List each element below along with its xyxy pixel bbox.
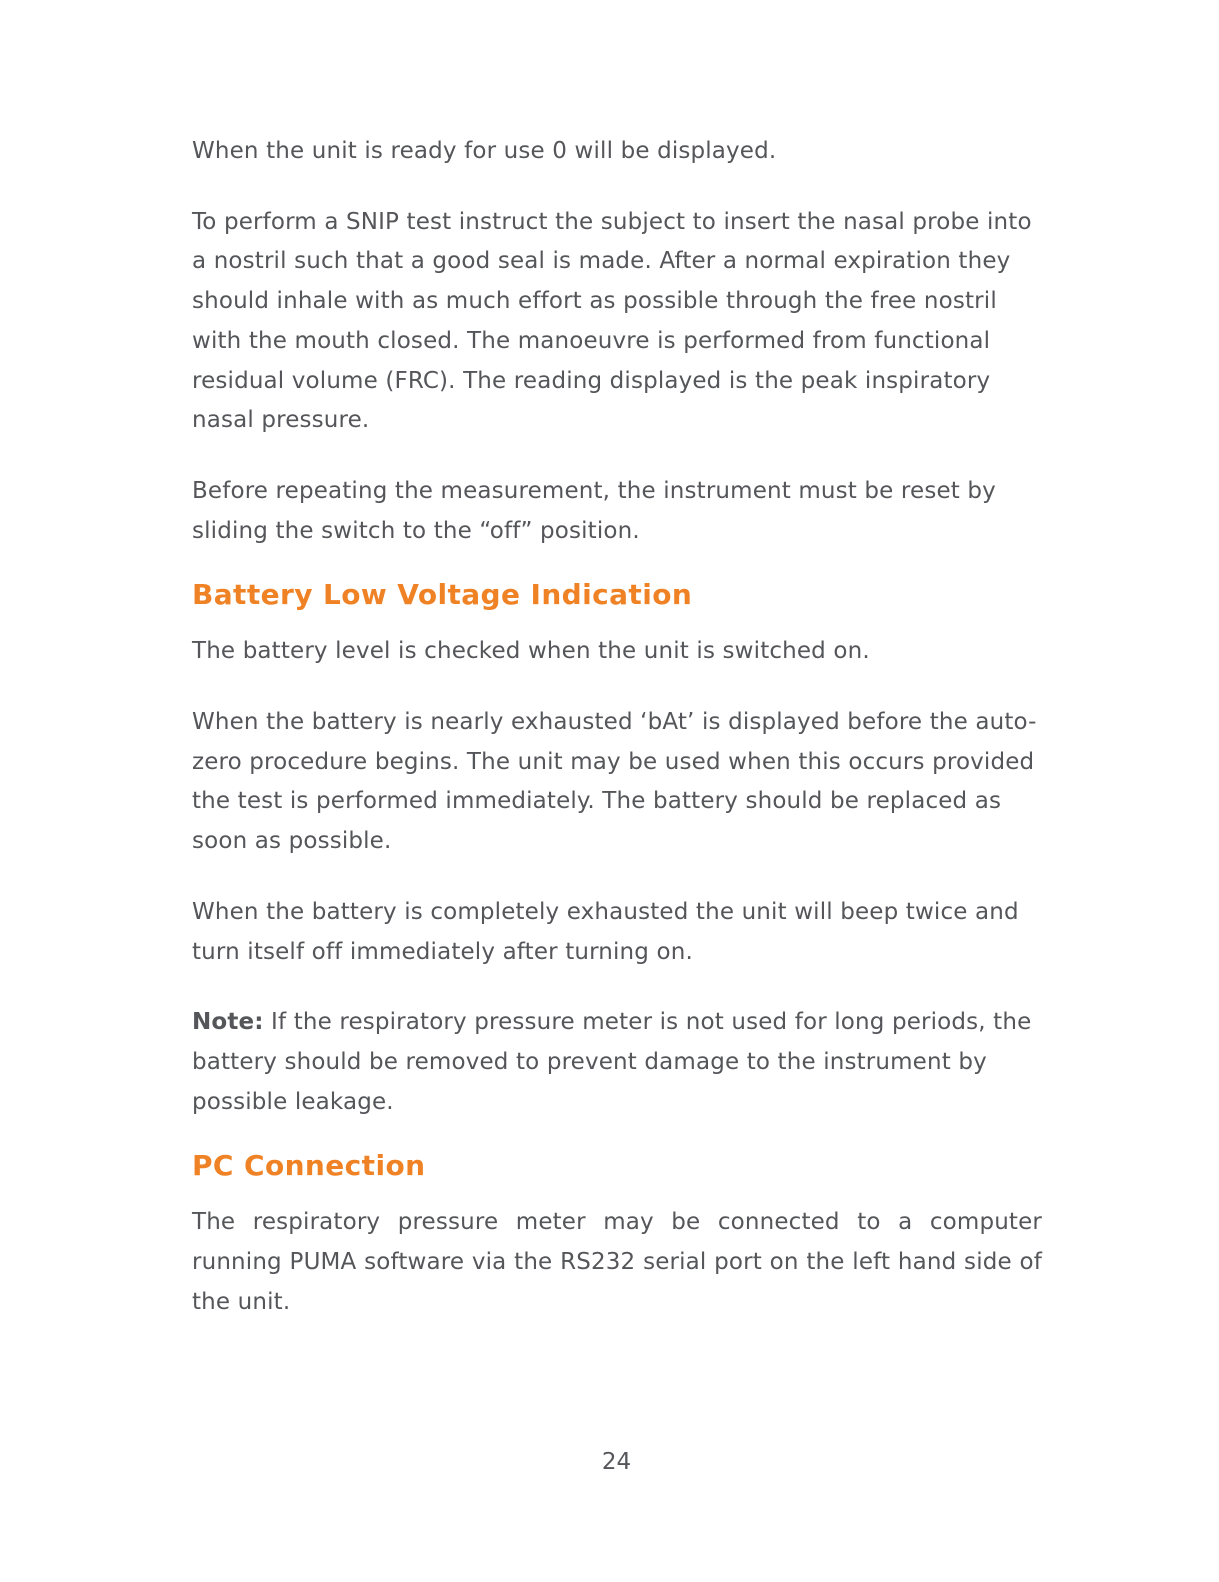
page-content [192, 132, 1042, 1322]
heading-battery-low-voltage: Battery Low Voltage Indication [192, 578, 693, 612]
paragraph-battery-completely-exhausted: When the battery is completely exhausted the unit will beep twice and turn itself off immediately after turning on. [192, 898, 1019, 965]
heading-pc-connection: PC Connection [192, 1149, 426, 1183]
paragraph-pc-connection: The respiratory pressure meter may be connected to a computer running PUMA software via the RS232 serial port on the left hand side of the unit. [192, 1209, 1042, 1315]
paragraph-battery-check: The battery level is checked when the unit is switched on. [192, 638, 870, 665]
note-text: If the respiratory pressure meter is not used for long periods, the battery should be removed to prevent damage to the instrument by possible leakage. [192, 1009, 1032, 1115]
paragraph-battery-nearly-exhausted: When the battery is nearly exhausted ‘bAt’ is displayed before the auto-zero procedure begins. The unit may be used when this occurs provided the test is performed immediately. The battery should be replaced as soon as possible. [192, 709, 1037, 855]
note-label: Note: [192, 1009, 264, 1036]
paragraph-note [192, 1003, 1042, 1122]
paragraph-reset: Before repeating the measurement, the instrument must be reset by sliding the switch to the “off” position. [192, 477, 996, 544]
paragraph-snip-test: To perform a SNIP test instruct the subject to insert the nasal probe into a nostril such that a good seal is made. After a normal expiration they should inhale with as much effort as possible through the free nostril with the mouth closed. The manoeuvre is performed from functional residual volume (FRC). The reading displayed is the peak inspiratory nasal pressure. [192, 208, 1032, 434]
paragraph-ready: When the unit is ready for use 0 will be displayed. [192, 138, 777, 164]
page-number: 24 [601, 1449, 632, 1475]
